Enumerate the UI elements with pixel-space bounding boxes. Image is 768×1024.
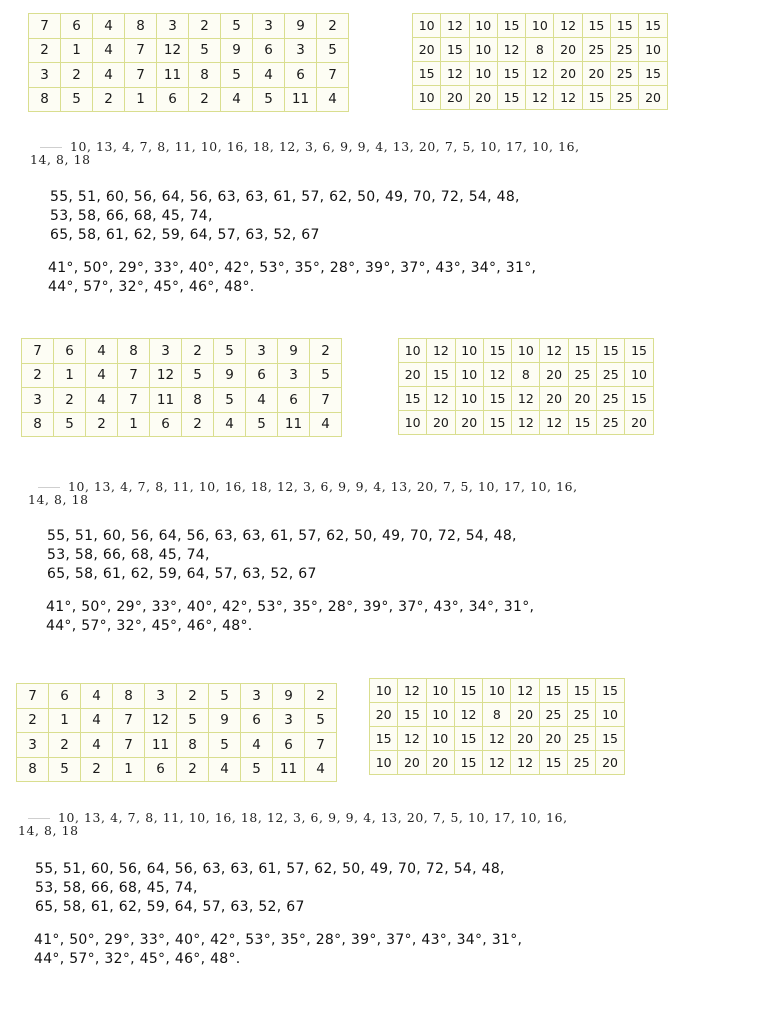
serif-number-list: 10, 13, 4, 7, 8, 11, 10, 16, 18, 12, 3, 6, 9, 9, 4, 13, 20, 7, 5, 10, 17, 10, 16, 14, 8, 18 xyxy=(28,479,578,507)
table-cell: 12 xyxy=(554,86,582,110)
dash-mark xyxy=(38,487,60,488)
table-cell: 15 xyxy=(483,411,511,435)
table-cell: 7 xyxy=(317,63,349,88)
degree-list: 41°, 50°, 29°, 33°, 40°, 42°, 53°, 35°, 28°, 39°, 37°, 43°, 34°, 31°, 44°, 57°, 32°, 45°, 46°, 48°. xyxy=(46,599,535,634)
table-cell: 25 xyxy=(568,363,596,387)
table-cell: 9 xyxy=(214,363,246,388)
table-row xyxy=(17,757,337,782)
table-cell: 2 xyxy=(317,14,349,39)
table-cell: 5 xyxy=(305,708,337,733)
table-row xyxy=(29,87,349,112)
table-cell: 20 xyxy=(540,387,568,411)
table-cell: 5 xyxy=(221,14,253,39)
table-cell: 15 xyxy=(596,679,624,703)
table-row xyxy=(370,727,625,751)
table-cell: 5 xyxy=(241,757,273,782)
table-cell: 3 xyxy=(273,708,305,733)
table-cell: 12 xyxy=(145,708,177,733)
table-cell: 8 xyxy=(177,733,209,758)
table-row xyxy=(22,339,342,364)
table-cell: 15 xyxy=(398,703,426,727)
table-cell: 5 xyxy=(214,388,246,413)
table-cell: 20 xyxy=(639,86,667,110)
table-cell: 11 xyxy=(145,733,177,758)
table-cell: 3 xyxy=(246,339,278,364)
table-cell: 5 xyxy=(49,757,81,782)
table-cell: 15 xyxy=(413,62,441,86)
table-cell: 1 xyxy=(49,708,81,733)
table-cell: 7 xyxy=(17,684,49,709)
table-cell: 6 xyxy=(278,388,310,413)
table-cell: 15 xyxy=(568,339,596,363)
table-cell: 2 xyxy=(29,38,61,63)
table-cell: 2 xyxy=(93,87,125,112)
table-cell: 3 xyxy=(145,684,177,709)
table-cell: 4 xyxy=(305,757,337,782)
table-row xyxy=(17,708,337,733)
table-row xyxy=(29,14,349,39)
table-cell: 10 xyxy=(639,38,667,62)
table-cell: 10 xyxy=(455,363,483,387)
table-cell: 1 xyxy=(54,363,86,388)
table-cell: 15 xyxy=(483,387,511,411)
table-cell: 2 xyxy=(177,684,209,709)
left-number-grid xyxy=(28,13,349,112)
table-cell: 20 xyxy=(370,703,398,727)
table-cell: 15 xyxy=(568,411,596,435)
table-cell: 2 xyxy=(182,412,214,437)
table-cell: 6 xyxy=(54,339,86,364)
table-cell: 4 xyxy=(81,733,113,758)
table-cell: 12 xyxy=(540,411,568,435)
table-cell: 15 xyxy=(454,727,482,751)
table-cell: 11 xyxy=(273,757,305,782)
table-cell: 10 xyxy=(399,411,427,435)
table-cell: 8 xyxy=(113,684,145,709)
table-row xyxy=(399,339,654,363)
table-cell: 3 xyxy=(157,14,189,39)
table-cell: 7 xyxy=(113,733,145,758)
table-cell: 20 xyxy=(568,387,596,411)
table-cell: 12 xyxy=(497,38,525,62)
table-cell: 8 xyxy=(118,339,150,364)
table-row xyxy=(413,86,668,110)
table-cell: 10 xyxy=(526,14,554,38)
table-row xyxy=(22,412,342,437)
table-cell: 12 xyxy=(454,703,482,727)
table-cell: 25 xyxy=(582,38,610,62)
table-cell: 20 xyxy=(539,727,567,751)
table-cell: 10 xyxy=(512,339,540,363)
table-cell: 10 xyxy=(426,703,454,727)
table-cell: 7 xyxy=(125,63,157,88)
table-cell: 4 xyxy=(93,63,125,88)
table-cell: 7 xyxy=(125,38,157,63)
table-cell: 4 xyxy=(93,14,125,39)
table-cell: 20 xyxy=(582,62,610,86)
table-cell: 15 xyxy=(497,62,525,86)
table-cell: 2 xyxy=(81,757,113,782)
table-cell: 9 xyxy=(221,38,253,63)
table-row xyxy=(17,684,337,709)
table-cell: 2 xyxy=(22,363,54,388)
table-cell: 3 xyxy=(253,14,285,39)
table-cell: 10 xyxy=(483,679,511,703)
table-cell: 1 xyxy=(118,412,150,437)
table-cell: 15 xyxy=(582,86,610,110)
table-cell: 12 xyxy=(427,339,455,363)
table-cell: 6 xyxy=(61,14,93,39)
table-cell: 20 xyxy=(413,38,441,62)
table-cell: 2 xyxy=(310,339,342,364)
table-cell: 25 xyxy=(568,751,596,775)
table-cell: 2 xyxy=(49,733,81,758)
table-cell: 20 xyxy=(426,751,454,775)
degree-list: 41°, 50°, 29°, 33°, 40°, 42°, 53°, 35°, 28°, 39°, 37°, 43°, 34°, 31°, 44°, 57°, 32°, 45°, 46°, 48°. xyxy=(48,260,537,295)
table-cell: 15 xyxy=(497,14,525,38)
degree-list: 41°, 50°, 29°, 33°, 40°, 42°, 53°, 35°, 28°, 39°, 37°, 43°, 34°, 31°, 44°, 57°, 32°, 45°, 46°, 48°. xyxy=(34,932,523,967)
table-row xyxy=(22,363,342,388)
table-cell: 8 xyxy=(483,703,511,727)
table-cell: 12 xyxy=(540,339,568,363)
table-cell: 10 xyxy=(469,14,497,38)
table-cell: 15 xyxy=(441,38,469,62)
table-cell: 10 xyxy=(413,86,441,110)
table-row xyxy=(370,751,625,775)
table-row xyxy=(370,679,625,703)
table-cell: 15 xyxy=(611,14,639,38)
table-cell: 12 xyxy=(441,62,469,86)
table-cell: 20 xyxy=(554,38,582,62)
table-cell: 12 xyxy=(554,14,582,38)
table-cell: 20 xyxy=(427,411,455,435)
table-cell: 25 xyxy=(597,363,625,387)
table-row xyxy=(29,63,349,88)
table-cell: 2 xyxy=(61,63,93,88)
table-cell: 12 xyxy=(483,751,511,775)
table-cell: 12 xyxy=(526,62,554,86)
serif-number-list: 10, 13, 4, 7, 8, 11, 10, 16, 18, 12, 3, 6, 9, 9, 4, 13, 20, 7, 5, 10, 17, 10, 16, 14, 8, 18 xyxy=(30,139,580,167)
right-number-grid xyxy=(398,338,654,435)
table-cell: 20 xyxy=(455,411,483,435)
number-list: 55, 51, 60, 56, 64, 56, 63, 63, 61, 57, 62, 50, 49, 70, 72, 54, 48, 53, 58, 66, 68, 45, 74, 65, 58, 61, 62, 59, 64, 57, 63, 52, 67 xyxy=(47,528,517,582)
table-cell: 5 xyxy=(310,363,342,388)
table-cell: 15 xyxy=(568,679,596,703)
table-row xyxy=(370,703,625,727)
table-cell: 12 xyxy=(511,751,539,775)
table-cell: 5 xyxy=(54,412,86,437)
table-cell: 4 xyxy=(310,412,342,437)
table-cell: 2 xyxy=(177,757,209,782)
table-row xyxy=(413,38,668,62)
number-list: 55, 51, 60, 56, 64, 56, 63, 63, 61, 57, 62, 50, 49, 70, 72, 54, 48, 53, 58, 66, 68, 45, 74, 65, 58, 61, 62, 59, 64, 57, 63, 52, 67 xyxy=(35,861,505,915)
number-list: 55, 51, 60, 56, 64, 56, 63, 63, 61, 57, 62, 50, 49, 70, 72, 54, 48, 53, 58, 66, 68, 45, 74, 65, 58, 61, 62, 59, 64, 57, 63, 52, 67 xyxy=(50,189,520,243)
table-cell: 15 xyxy=(454,751,482,775)
table-cell: 15 xyxy=(596,727,624,751)
table-cell: 25 xyxy=(611,62,639,86)
table-cell: 20 xyxy=(398,751,426,775)
table-cell: 10 xyxy=(370,751,398,775)
table-row xyxy=(29,38,349,63)
table-cell: 6 xyxy=(285,63,317,88)
table-cell: 7 xyxy=(305,733,337,758)
table-cell: 12 xyxy=(157,38,189,63)
table-cell: 3 xyxy=(278,363,310,388)
table-cell: 4 xyxy=(253,63,285,88)
table-cell: 9 xyxy=(285,14,317,39)
table-cell: 12 xyxy=(512,411,540,435)
table-cell: 11 xyxy=(278,412,310,437)
table-cell: 4 xyxy=(221,87,253,112)
table-cell: 2 xyxy=(86,412,118,437)
table-cell: 12 xyxy=(441,14,469,38)
table-cell: 7 xyxy=(310,388,342,413)
table-cell: 3 xyxy=(17,733,49,758)
table-cell: 8 xyxy=(512,363,540,387)
table-cell: 5 xyxy=(253,87,285,112)
left-number-grid xyxy=(16,683,337,782)
table-cell: 4 xyxy=(81,684,113,709)
table-row xyxy=(413,14,668,38)
table-cell: 2 xyxy=(54,388,86,413)
table-cell: 4 xyxy=(81,708,113,733)
table-cell: 8 xyxy=(182,388,214,413)
table-cell: 8 xyxy=(526,38,554,62)
table-cell: 15 xyxy=(625,339,653,363)
table-cell: 15 xyxy=(399,387,427,411)
table-cell: 6 xyxy=(150,412,182,437)
table-cell: 9 xyxy=(273,684,305,709)
table-cell: 10 xyxy=(426,727,454,751)
table-cell: 20 xyxy=(625,411,653,435)
table-cell: 1 xyxy=(125,87,157,112)
table-cell: 15 xyxy=(539,679,567,703)
table-cell: 20 xyxy=(469,86,497,110)
table-cell: 9 xyxy=(278,339,310,364)
table-cell: 2 xyxy=(17,708,49,733)
table-cell: 6 xyxy=(253,38,285,63)
table-cell: 15 xyxy=(497,86,525,110)
table-cell: 15 xyxy=(539,751,567,775)
table-cell: 12 xyxy=(398,679,426,703)
table-cell: 15 xyxy=(483,339,511,363)
table-cell: 6 xyxy=(246,363,278,388)
table-cell: 2 xyxy=(189,87,221,112)
table-cell: 4 xyxy=(86,339,118,364)
right-number-grid xyxy=(412,13,668,110)
table-cell: 11 xyxy=(157,63,189,88)
table-cell: 7 xyxy=(22,339,54,364)
table-cell: 12 xyxy=(483,363,511,387)
exercise-block-3 xyxy=(0,668,768,998)
table-cell: 8 xyxy=(189,63,221,88)
table-cell: 25 xyxy=(539,703,567,727)
table-cell: 10 xyxy=(469,38,497,62)
table-cell: 10 xyxy=(469,62,497,86)
table-cell: 3 xyxy=(22,388,54,413)
table-cell: 6 xyxy=(273,733,305,758)
table-cell: 25 xyxy=(611,38,639,62)
table-cell: 8 xyxy=(22,412,54,437)
table-cell: 10 xyxy=(455,387,483,411)
table-cell: 5 xyxy=(209,684,241,709)
table-cell: 25 xyxy=(568,727,596,751)
table-cell: 5 xyxy=(317,38,349,63)
table-cell: 20 xyxy=(511,727,539,751)
table-cell: 25 xyxy=(597,411,625,435)
table-cell: 10 xyxy=(625,363,653,387)
table-cell: 4 xyxy=(86,363,118,388)
table-cell: 1 xyxy=(61,38,93,63)
table-cell: 20 xyxy=(540,363,568,387)
table-row xyxy=(22,388,342,413)
table-cell: 7 xyxy=(29,14,61,39)
table-cell: 15 xyxy=(625,387,653,411)
table-cell: 5 xyxy=(177,708,209,733)
table-cell: 8 xyxy=(29,87,61,112)
table-cell: 2 xyxy=(182,339,214,364)
table-cell: 10 xyxy=(413,14,441,38)
table-cell: 6 xyxy=(157,87,189,112)
table-cell: 20 xyxy=(511,703,539,727)
table-cell: 10 xyxy=(370,679,398,703)
table-cell: 5 xyxy=(221,63,253,88)
table-cell: 1 xyxy=(113,757,145,782)
table-cell: 3 xyxy=(285,38,317,63)
exercise-block-1 xyxy=(0,0,768,330)
table-cell: 5 xyxy=(214,339,246,364)
table-cell: 7 xyxy=(118,388,150,413)
table-cell: 5 xyxy=(182,363,214,388)
table-cell: 3 xyxy=(241,684,273,709)
table-cell: 5 xyxy=(61,87,93,112)
table-cell: 6 xyxy=(49,684,81,709)
exercise-block-2 xyxy=(0,335,768,665)
table-cell: 4 xyxy=(209,757,241,782)
table-cell: 12 xyxy=(427,387,455,411)
table-cell: 7 xyxy=(118,363,150,388)
table-cell: 12 xyxy=(150,363,182,388)
table-cell: 4 xyxy=(241,733,273,758)
table-cell: 25 xyxy=(597,387,625,411)
table-cell: 15 xyxy=(454,679,482,703)
table-cell: 6 xyxy=(145,757,177,782)
table-cell: 20 xyxy=(596,751,624,775)
table-cell: 10 xyxy=(596,703,624,727)
table-cell: 10 xyxy=(426,679,454,703)
table-cell: 4 xyxy=(246,388,278,413)
table-cell: 25 xyxy=(568,703,596,727)
table-cell: 11 xyxy=(285,87,317,112)
table-row xyxy=(413,62,668,86)
table-cell: 9 xyxy=(209,708,241,733)
table-row xyxy=(399,387,654,411)
table-cell: 4 xyxy=(93,38,125,63)
table-cell: 8 xyxy=(125,14,157,39)
table-cell: 6 xyxy=(241,708,273,733)
table-row xyxy=(399,363,654,387)
table-cell: 15 xyxy=(639,14,667,38)
table-cell: 4 xyxy=(214,412,246,437)
serif-number-list: 10, 13, 4, 7, 8, 11, 10, 16, 18, 12, 3, 6, 9, 9, 4, 13, 20, 7, 5, 10, 17, 10, 16, 14, 8, 18 xyxy=(18,810,568,838)
table-cell: 4 xyxy=(317,87,349,112)
table-cell: 2 xyxy=(305,684,337,709)
table-row xyxy=(17,733,337,758)
table-cell: 15 xyxy=(370,727,398,751)
table-cell: 25 xyxy=(611,86,639,110)
left-number-grid xyxy=(21,338,342,437)
table-cell: 2 xyxy=(189,14,221,39)
table-cell: 12 xyxy=(526,86,554,110)
right-number-grid xyxy=(369,678,625,775)
table-cell: 3 xyxy=(29,63,61,88)
table-cell: 11 xyxy=(150,388,182,413)
table-cell: 7 xyxy=(113,708,145,733)
table-cell: 3 xyxy=(150,339,182,364)
table-row xyxy=(399,411,654,435)
table-cell: 15 xyxy=(639,62,667,86)
table-cell: 8 xyxy=(17,757,49,782)
table-cell: 20 xyxy=(554,62,582,86)
table-cell: 12 xyxy=(511,679,539,703)
table-cell: 20 xyxy=(399,363,427,387)
table-cell: 12 xyxy=(483,727,511,751)
table-cell: 15 xyxy=(597,339,625,363)
dash-mark xyxy=(28,818,50,819)
table-cell: 15 xyxy=(427,363,455,387)
table-cell: 5 xyxy=(246,412,278,437)
table-cell: 5 xyxy=(189,38,221,63)
table-cell: 12 xyxy=(398,727,426,751)
table-cell: 12 xyxy=(512,387,540,411)
table-cell: 10 xyxy=(399,339,427,363)
table-cell: 10 xyxy=(455,339,483,363)
dash-mark xyxy=(40,147,62,148)
table-cell: 4 xyxy=(86,388,118,413)
table-cell: 20 xyxy=(441,86,469,110)
table-cell: 5 xyxy=(209,733,241,758)
table-cell: 15 xyxy=(582,14,610,38)
